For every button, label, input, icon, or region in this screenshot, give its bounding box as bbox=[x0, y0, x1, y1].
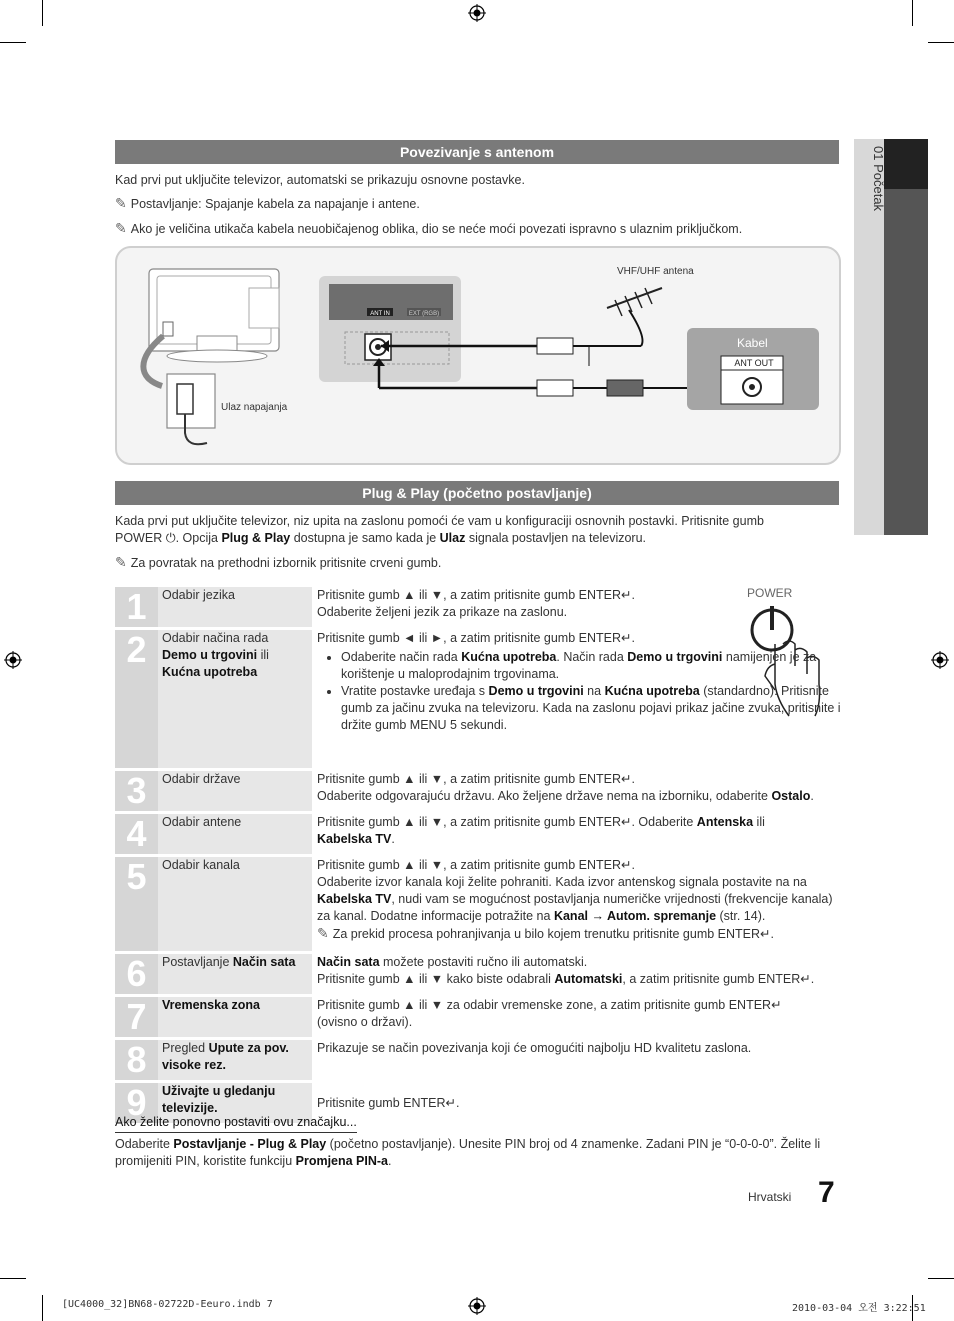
section2-intro bbox=[115, 513, 805, 547]
step-title: Postavljanje Način sata bbox=[158, 954, 312, 994]
file-info: [UC4000_32]BN68-02722D-Eeuro.indb 7 bbox=[62, 1299, 273, 1310]
vhf-antenna-label: VHF/UHF antena bbox=[617, 266, 694, 277]
power-plug bbox=[177, 384, 193, 414]
section1-note2 bbox=[115, 220, 742, 238]
chapter-tab-marker bbox=[884, 139, 928, 189]
section2-note bbox=[115, 554, 441, 572]
coax-connector bbox=[607, 380, 643, 396]
tv-terminal-panel bbox=[249, 288, 279, 328]
reset-text-part: . bbox=[388, 1154, 392, 1168]
intro-text: dostupna je samo kada je bbox=[290, 531, 440, 545]
step-number: 9 bbox=[115, 1083, 158, 1123]
step-title-text: Pregled bbox=[162, 1041, 206, 1055]
step-number: 1 bbox=[115, 587, 158, 627]
step-row bbox=[115, 814, 847, 854]
reset-text bbox=[115, 1136, 839, 1170]
step-title: Odabir države bbox=[158, 771, 312, 811]
section-header-antenna: Povezivanje s antenom bbox=[115, 140, 839, 164]
intro-text: . Opcija bbox=[175, 531, 222, 545]
power-button-label: POWER bbox=[747, 586, 793, 600]
crop-mark bbox=[912, 0, 913, 26]
ant-in-label: ANT IN bbox=[370, 311, 390, 317]
step-description: Pritisnite gumb ▲ ili ▼, a zatim pritisnite gumb ENTER↵. Odaberite odgovarajuću državu. Ako željene države nema na izborniku, odaberite Ostalo. bbox=[317, 772, 814, 803]
crop-mark bbox=[928, 42, 954, 43]
vhf-antenna-icon bbox=[607, 288, 662, 308]
step-row bbox=[115, 1040, 847, 1080]
coax-connector bbox=[537, 338, 573, 354]
step-title: Uživajte u gledanju televizije. bbox=[158, 1083, 312, 1123]
step-number: 7 bbox=[115, 997, 158, 1037]
reset-text-part: Odaberite bbox=[115, 1137, 174, 1151]
step-row bbox=[115, 857, 847, 951]
intro-text: signala postavljen na televizoru. bbox=[465, 531, 647, 545]
intro-text: Kada prvi put uključite televizor, niz upita na zaslonu pomoći će vam u konfiguraciji osnovnih postavki. Pritisnite gumb bbox=[115, 514, 764, 528]
step-title: Odabir načina rada Demo u trgovini ili Kućna upotreba bbox=[158, 630, 312, 768]
date-info: 2010-03-04 오전 3:22:51 bbox=[792, 1303, 926, 1314]
step-title: Odabir kanala bbox=[158, 857, 312, 951]
registration-mark-icon bbox=[4, 651, 22, 669]
section1-note1 bbox=[115, 195, 420, 213]
power-icon: ⏻ bbox=[162, 531, 176, 545]
crop-mark bbox=[42, 1295, 43, 1321]
step-description: Pritisnite gumb ▲ ili ▼, a zatim pritisnite gumb ENTER↵. Odaberite željeni jezik za prikaze na zaslonu. bbox=[317, 588, 635, 619]
power-input-label: Ulaz napajanja bbox=[221, 402, 288, 413]
note-text: Ako je veličina utikača kabela neuobičajenog oblika, dio se neće moći povezati ispravno s ulaznim priključkom. bbox=[130, 222, 743, 236]
note-pencil-icon: ✎ bbox=[115, 220, 127, 236]
registration-mark-icon bbox=[931, 651, 949, 669]
note-pencil-icon: ✎ bbox=[115, 195, 127, 211]
step-row bbox=[115, 630, 847, 768]
step-description: Pritisnite gumb ◄ ili ►, a zatim pritisnite gumb ENTER↵. • Odaberite način rada Kućna upotreba. Način rada Demo u trgovini namijenjen je za korištenje u maloprodajnim trgovinama. • Vratite postavke uređaja s Demo u trgovini na Kućna upotreba (standardno): Pritisnite gumb za jačinu zvuka na televizoru. Kada na zaslonu pojavi prikaz jačine zvuka, pritisnite i držite gumb MENU 5 sekundi. bbox=[312, 630, 847, 768]
step-row bbox=[115, 771, 847, 811]
crop-mark bbox=[42, 0, 43, 26]
intro-ulaz: Ulaz bbox=[439, 531, 466, 545]
step-title-text: Odabir načina rada bbox=[162, 631, 269, 645]
intro-power: POWER bbox=[115, 531, 163, 545]
step-description: Način sata možete postaviti ručno ili automatski. Pritisnite gumb ▲ ili ▼ kako biste odabrali Automatski, a zatim pritisnite gumb ENTER↵. bbox=[317, 955, 815, 986]
step-number: 6 bbox=[115, 954, 158, 994]
setup-steps-table bbox=[115, 584, 847, 1126]
step-title: Odabir jezika bbox=[158, 587, 312, 627]
cable-label: Kabel bbox=[737, 336, 768, 350]
step-row bbox=[115, 954, 847, 994]
section1-intro: Kad prvi put uključite televizor, automatski se prikazuju osnovne postavke. bbox=[115, 173, 525, 187]
step-title-text: Postavljanje bbox=[162, 955, 230, 969]
step-row bbox=[115, 587, 847, 627]
coax-connector bbox=[537, 380, 573, 396]
intro-plug-play: Plug & Play bbox=[221, 531, 291, 545]
registration-mark-icon bbox=[468, 1297, 486, 1315]
chapter-tab-dark bbox=[884, 139, 928, 535]
reset-text-bold: Promjena PIN-a bbox=[295, 1154, 389, 1168]
tv-power-port bbox=[163, 322, 173, 336]
connection-illustration bbox=[117, 248, 839, 463]
ant-out-label: ANT OUT bbox=[734, 358, 774, 368]
note-text: Za povratak na prethodni izbornik pritisnite crveni gumb. bbox=[130, 556, 442, 570]
step-number: 4 bbox=[115, 814, 158, 854]
crop-mark bbox=[0, 42, 26, 43]
chapter-tab-label: 01 Početak bbox=[871, 146, 886, 212]
step-row bbox=[115, 997, 847, 1037]
note-pencil-icon: ✎ bbox=[115, 554, 127, 570]
page-number: 7 bbox=[818, 1176, 835, 1209]
crop-mark bbox=[928, 1278, 954, 1279]
note-text: Postavljanje: Spajanje kabela za napajanje i antene. bbox=[130, 197, 420, 211]
step-title: Vremenska zona bbox=[158, 997, 312, 1037]
registration-mark-icon bbox=[468, 4, 486, 22]
reset-text-part: (početno postavljanje). Unesite PIN broj od 4 znamenke. Zadani PIN je “0-0-0-0”. Želite li promijeniti PIN, koristite funkciju bbox=[115, 1137, 821, 1168]
step-description: Pritisnite gumb ENTER↵. bbox=[317, 1095, 460, 1110]
crop-mark bbox=[0, 1278, 26, 1279]
section-header-plug-play: Plug & Play (početno postavljanje) bbox=[115, 481, 839, 505]
reset-heading: Ako želite ponovno postaviti ovu značajku... bbox=[115, 1114, 357, 1133]
step-description: Pritisnite gumb ▲ ili ▼ za odabir vremenske zone, a zatim pritisnite gumb ENTER↵ (ovisno o državi). bbox=[317, 998, 782, 1029]
step-description: Pritisnite gumb ▲ ili ▼, a zatim pritisnite gumb ENTER↵. Odaberite izvor kanala koji želite pohraniti. Kada izvor antenskog signala postavite na na Kabelska TV, nudi vam se mogućnost postavljanja numeričke vrijednosti (frekvencije kanala) za kanal. Dodatne informacije potražite na Kanal → Autom. spremanje (str. 14). ✎ Za prekid procesa pohranjivanja u bilo kojem trenutku pritisnite gumb ENTER↵. bbox=[317, 858, 833, 941]
step-number: 3 bbox=[115, 771, 158, 811]
step-number: 2 bbox=[115, 630, 158, 768]
reset-text-bold: Postavljanje - Plug & Play bbox=[173, 1137, 327, 1151]
step-description: Prikazuje se način povezivanja koji će omogućiti najbolju HD kvalitetu zaslona. bbox=[317, 1041, 752, 1055]
tv-stand-base bbox=[167, 350, 267, 362]
step-number: 8 bbox=[115, 1040, 158, 1080]
footer-language: Hrvatski bbox=[748, 1190, 792, 1204]
step-number: 5 bbox=[115, 857, 158, 951]
antenna-connection-diagram bbox=[115, 246, 841, 465]
step-title: Pregled Upute za pov. visoke rez. bbox=[158, 1040, 312, 1080]
step-title: Odabir antene bbox=[158, 814, 312, 854]
ext-label: EXT (RGB) bbox=[408, 311, 440, 317]
step-description: Pritisnite gumb ▲ ili ▼, a zatim pritisnite gumb ENTER↵. Odaberite Antenska ili Kabelska TV. bbox=[317, 815, 765, 846]
